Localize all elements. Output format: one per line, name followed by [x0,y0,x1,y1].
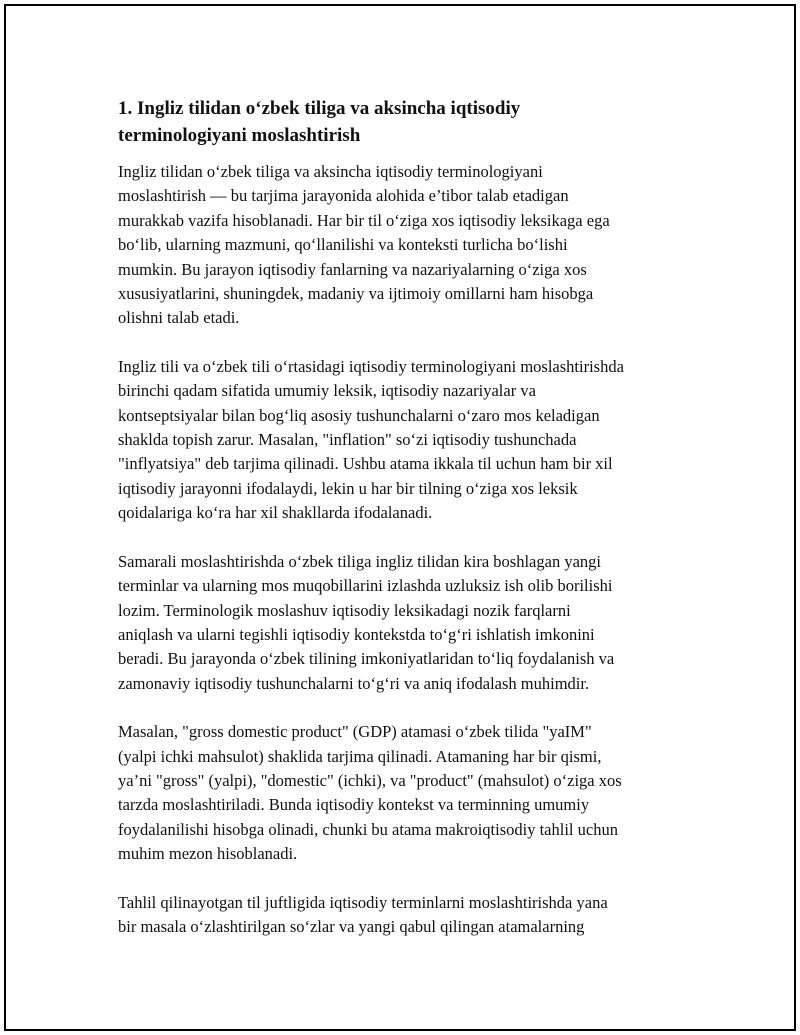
paragraph-line: beradi. Bu jarayonda o‘zbek tilining imkoniyatlaridan to‘liq foydalanish va [118,649,615,669]
paragraph-line: tarzda moslashtiriladi. Bunda iqtisodiy kontekst va terminning umumiy [118,795,590,815]
heading-line: 1. Ingliz tilidan o‘zbek tiliga va aksincha iqtisodiy [118,98,521,119]
paragraph-line: ya’ni "gross" (yalpi), "domestic" (ichki), va "product" (mahsulot) o‘ziga xos [118,770,622,790]
paragraph-line: lozim. Terminologik moslashuv iqtisodiy leksikadagi nozik farqlarni [118,600,571,620]
paragraph-line: Samarali moslashtirishda o‘zbek tiliga ingliz tilidan kira boshlagan yangi [118,551,601,571]
paragraph-3 [118,550,758,696]
paragraph-line: zamonaviy iqtisodiy tushunchalarni to‘g‘ri va aniq ifodalash muhimdir. [118,673,590,693]
paragraph-2 [118,355,758,526]
paragraph-1 [118,160,758,331]
paragraph-line: terminlar va ularning mos muqobillarini izlashda uzluksiz ish olib borilishi [118,576,613,596]
section-heading [118,95,758,149]
paragraph-line: iqtisodiy jarayonni ifodalaydi, lekin u har bir tilning o‘ziga xos leksik [118,478,578,498]
paragraph-line: qoidalariga ko‘ra har xil shakllarda ifodalanadi. [118,503,433,523]
paragraph-line: Masalan, "gross domestic product" (GDP) atamasi o‘zbek tilida "yaIM" [118,722,592,742]
paragraph-line: moslashtirish — bu tarjima jarayonida alohida e’tibor talab etadigan [118,186,569,206]
paragraph-line: shaklda topish zarur. Masalan, "inflation" so‘zi iqtisodiy tushunchada [118,430,577,450]
paragraph-line: bir masala o‘zlashtirilgan so‘zlar va yangi qabul qilingan atamalarning [118,916,585,936]
paragraph-line: (yalpi ichki mahsulot) shaklida tarjima qilinadi. Atamaning har bir qismi, [118,746,602,766]
paragraph-line: Ingliz tili va o‘zbek tili o‘rtasidagi iqtisodiy terminologiyani moslashtirishda [118,356,624,376]
paragraph-line: Ingliz tilidan o‘zbek tiliga va aksincha iqtisodiy terminologiyani [118,162,543,181]
paragraph-line: kontseptsiyalar bilan bog‘liq asosiy tushunchalarni o‘zaro mos keladigan [118,405,600,425]
paragraph-line: bo‘lib, ularning mazmuni, qo‘llanilishi va konteksti turlicha bo‘lishi [118,235,568,255]
heading-line: terminologiyani moslashtirish [118,125,361,146]
paragraph-line: Tahlil qilinayotgan til juftligida iqtisodiy terminlarni moslashtirishda yana [118,892,608,912]
paragraph-line: murakkab vazifa hisoblanadi. Har bir til o‘ziga xos iqtisodiy leksikaga ega [118,210,610,230]
paragraph-line: foydalanilishi hisobga olinadi, chunki bu atama makroiqtisodiy tahlil uchun [118,819,618,839]
paragraph-line: xususiyatlarini, shuningdek, madaniy va ijtimoiy omillarni ham hisobga [118,284,594,304]
paragraph-line: mumkin. Bu jarayon iqtisodiy fanlarning va nazariyalarning o‘ziga xos [118,259,587,279]
paragraph-4 [118,720,758,866]
paragraph-line: "inflyatsiya" deb tarjima qilinadi. Ushbu atama ikkala til uchun ham bir xil [118,454,613,474]
document-page [118,95,758,963]
paragraph-line: birinchi qadam sifatida umumiy leksik, iqtisodiy nazariyalar va [118,381,536,401]
paragraph-5 [118,891,758,940]
paragraph-line: muhim mezon hisoblanadi. [118,844,298,864]
paragraph-line: olishni talab etadi. [118,308,240,328]
paragraph-line: aniqlash va ularni tegishli iqtisodiy kontekstda to‘g‘ri ishlatish imkonini [118,624,595,644]
